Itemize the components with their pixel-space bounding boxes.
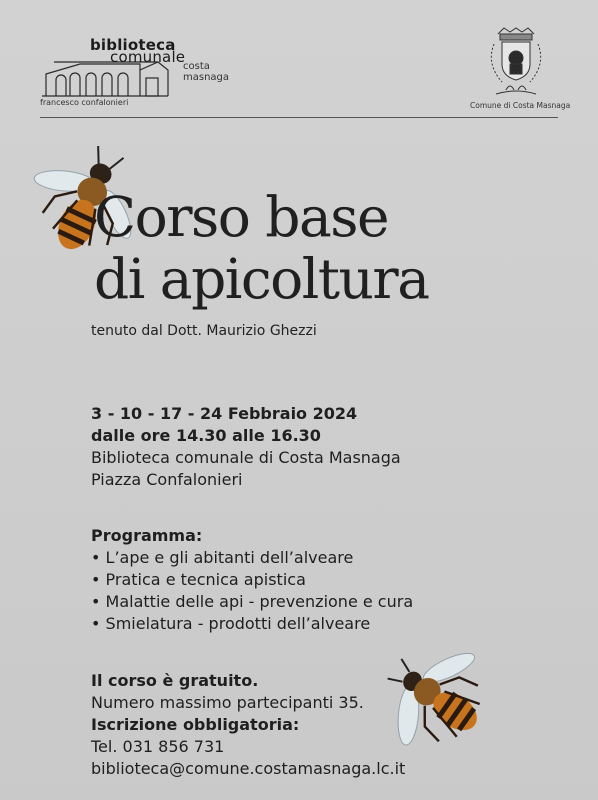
email-address: biblioteca@comune.costamasnaga.lc.it [91, 759, 406, 778]
max-participants: Numero massimo partecipanti 35. [91, 693, 364, 712]
program-section [91, 525, 413, 635]
library-name-line1: biblioteca [90, 36, 176, 54]
program-item: • Malattie delle api - prevenzione e cura [91, 591, 413, 613]
schedule-section [91, 403, 401, 491]
program-item: • Smielatura - prodotti dell’alveare [91, 613, 413, 635]
library-name-line2: comunale [110, 48, 186, 66]
header-divider [40, 117, 558, 118]
program-list [91, 547, 413, 635]
library-logo [40, 36, 250, 110]
registration-notice: Iscrizione obbligatoria: [91, 715, 300, 734]
program-item: • Pratica e tecnica apistica [91, 569, 413, 591]
course-title-line1: Corso base [94, 185, 389, 249]
course-address: Piazza Confalonieri [91, 470, 243, 489]
course-title [94, 186, 428, 310]
course-place: Biblioteca comunale di Costa Masnaga [91, 448, 401, 467]
course-dates: 3 - 10 - 17 - 24 Febbraio 2024 [91, 404, 358, 423]
bee-icon [372, 642, 512, 762]
course-instructor: tenuto dal Dott. Maurizio Ghezzi [91, 323, 317, 339]
course-time: dalle ore 14.30 alle 16.30 [91, 426, 321, 445]
municipality-logo [466, 24, 571, 112]
phone-number: Tel. 031 856 731 [91, 737, 225, 756]
free-notice: Il corso è gratuito. [91, 671, 259, 690]
course-title-line2: di apicoltura [94, 247, 429, 311]
info-section [91, 670, 405, 780]
municipality-name: Comune di Costa Masnaga [470, 101, 571, 110]
library-name-line4: francesco confalonieri [40, 98, 129, 107]
program-item: • L’ape e gli abitanti dell’alveare [91, 547, 413, 569]
program-heading: Programma: [91, 526, 203, 545]
coat-of-arms-icon [466, 24, 562, 100]
library-name-line3: costa masnaga [183, 61, 230, 83]
